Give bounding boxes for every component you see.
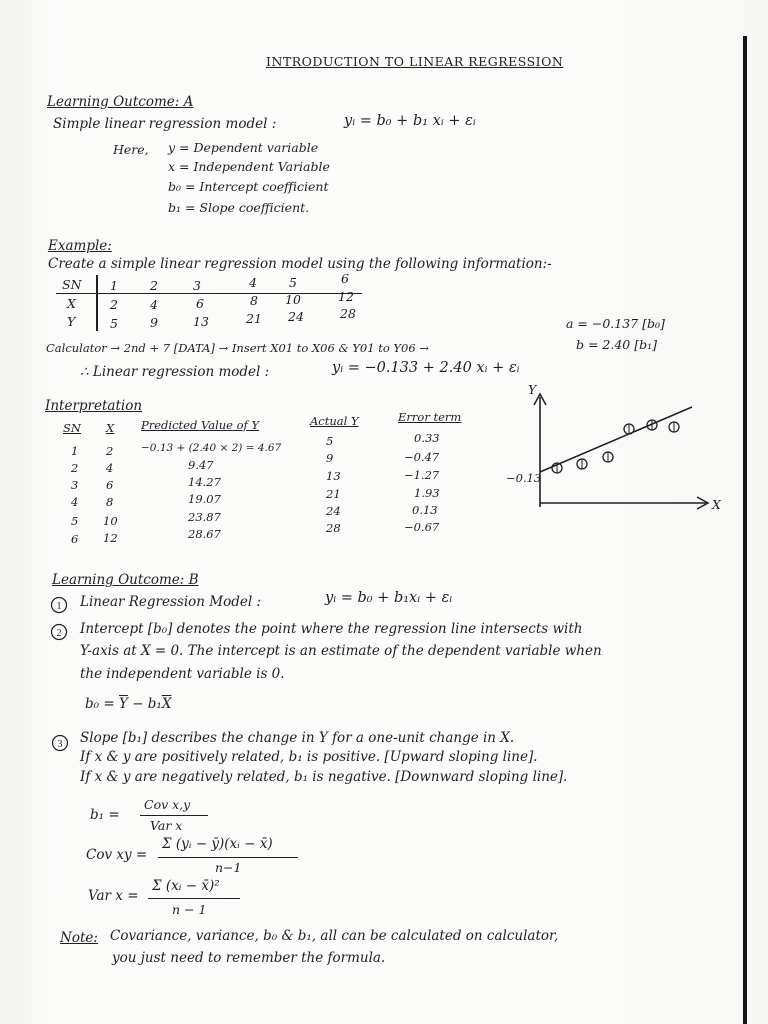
interpretation-heading: Interpretation (45, 398, 143, 414)
cov-fraction-bar (158, 857, 298, 858)
page-edge-shadow (743, 36, 747, 1024)
interp-cell: 14.27 (188, 475, 221, 489)
interp-cell: 2 (106, 444, 114, 458)
interp-cell: −0.47 (404, 450, 440, 464)
interp-cell: 9.47 (188, 458, 214, 472)
interp-cell: 5 (326, 434, 334, 448)
interp-header-actual: Actual Y (310, 414, 359, 428)
var-formula-numerator: Σ (xᵢ − x̄)² (152, 878, 220, 894)
sn-cell: 4 (249, 275, 257, 290)
interp-cell: 5 (71, 514, 79, 528)
here-label: Here, (113, 142, 149, 157)
interp-cell: 23.87 (188, 510, 221, 524)
sn-cell: 3 (193, 278, 201, 293)
calculator-steps: Calculator → 2nd + 7 [DATA] → Insert X01 to X06 & Y01 to Y06 → (46, 341, 429, 355)
interp-cell: 1.93 (414, 486, 440, 500)
table-vertical-rule (96, 275, 98, 331)
interp-cell: 28.67 (188, 527, 221, 541)
cov-formula-lhs: Cov xy = (86, 847, 148, 863)
p3-line-2: If x & y are positively related, b₁ is positive. [Upward sloping line]. (80, 749, 538, 765)
y-cell: 9 (150, 315, 158, 330)
sn-cell: 5 (289, 275, 297, 290)
y-cell: 28 (340, 306, 356, 321)
b0-formula (85, 696, 171, 712)
svg-text:2: 2 (56, 628, 62, 639)
interp-cell: −0.13 + (2.40 × 2) = 4.67 (141, 442, 282, 454)
interp-cell: 0.13 (412, 503, 438, 517)
interp-cell: 28 (326, 521, 341, 535)
definition-b1: b₁ = Slope coefficient. (168, 200, 310, 215)
svg-text:3: 3 (57, 739, 63, 750)
p1-equation: yᵢ = b₀ + b₁xᵢ + εᵢ (325, 590, 453, 606)
interp-header-sn: SN (63, 421, 81, 435)
table-label-sn: SN (62, 277, 82, 292)
y-cell: 13 (193, 314, 209, 329)
point-1-marker (50, 596, 68, 614)
note-line-1: Covariance, variance, b₀ & b₁, all can be calculated on calculator, (110, 928, 559, 944)
interp-header-error: Error term (398, 410, 462, 424)
x-cell: 6 (196, 296, 204, 311)
p3-line-1: Slope [b₁] describes the change in Y for a one-unit change in X. (80, 730, 515, 746)
note-line-2: you just need to remember the formula. (112, 950, 386, 966)
var-fraction-bar (148, 898, 240, 899)
plot-y-label: Y (528, 382, 537, 397)
definition-y: y = Dependent variable (168, 140, 319, 155)
model-equation: yᵢ = b₀ + b₁ xᵢ + εᵢ (344, 113, 476, 129)
b-result: b = 2.40 [b₁] (576, 337, 657, 352)
interp-cell: 13 (326, 469, 341, 483)
plot-points (552, 420, 679, 473)
outcome-a-heading: Learning Outcome: A (47, 94, 194, 110)
x-cell: 2 (110, 297, 118, 312)
b0-formula-xbar: $\overline{X}$ (161, 696, 172, 712)
interp-header-predicted: Predicted Value of Y (141, 418, 260, 432)
b1-formula-numerator: Cov x,y (144, 797, 191, 812)
b0-formula-lhs: b₀ = (85, 696, 115, 712)
interp-cell: −0.67 (404, 520, 440, 534)
example-prompt: Create a simple linear regression model using the following information:- (48, 256, 552, 272)
plot-regression-line (540, 407, 692, 472)
regression-sketch-plot (490, 385, 730, 525)
p2-line-3: the independent variable is 0. (80, 666, 285, 682)
cov-formula-denominator: n−1 (215, 860, 242, 875)
p1-label: Linear Regression Model : (80, 594, 262, 610)
interp-cell: 9 (326, 451, 334, 465)
interp-cell: 4 (71, 495, 79, 509)
var-formula-lhs: Var x = (88, 888, 139, 904)
note-label: Note: (60, 930, 98, 946)
interp-cell: −1.27 (404, 468, 440, 482)
interp-cell: 10 (103, 514, 118, 528)
interp-cell: 6 (71, 532, 79, 546)
b1-fraction-bar (140, 815, 208, 816)
b1-formula-lhs: b₁ = (90, 807, 120, 823)
cov-formula-numerator: Σ (yᵢ − ȳ)(xᵢ − x̄) (162, 836, 273, 852)
interp-header-x: X (106, 421, 115, 435)
table-horizontal-rule (56, 293, 362, 294)
x-cell: 10 (285, 292, 301, 307)
point-3-marker (51, 734, 69, 752)
p2-line-1: Intercept [b₀] denotes the point where the regression line intersects with (80, 621, 583, 637)
outcome-b-heading: Learning Outcome: B (52, 572, 199, 588)
sn-cell: 1 (110, 278, 118, 293)
definition-x: x = Independent Variable (168, 159, 330, 174)
plot-x-label: X (712, 497, 721, 512)
var-formula-denominator: n − 1 (172, 902, 207, 917)
sn-cell: 6 (341, 271, 349, 286)
table-label-x: X (67, 296, 76, 311)
interp-cell: 8 (106, 495, 114, 509)
page-title: INTRODUCTION TO LINEAR REGRESSION (266, 54, 564, 69)
interp-cell: 3 (71, 478, 79, 492)
interp-cell: 0.33 (414, 431, 440, 445)
a-result: a = −0.137 [b₀] (566, 316, 665, 331)
interp-cell: 4 (106, 461, 114, 475)
interp-cell: 6 (106, 478, 114, 492)
interp-cell: 2 (71, 461, 79, 475)
interp-cell: 24 (326, 504, 341, 518)
svg-text:1: 1 (56, 601, 62, 612)
y-cell: 24 (288, 309, 304, 324)
interp-cell: 1 (71, 444, 79, 458)
x-cell: 12 (338, 289, 354, 304)
interp-cell: 19.07 (188, 492, 221, 506)
model-label: Simple linear regression model : (53, 116, 277, 132)
x-cell: 4 (150, 297, 158, 312)
fitted-equation: yᵢ = −0.133 + 2.40 xᵢ + εᵢ (332, 360, 520, 376)
p2-line-2: Y-axis at X = 0. The intercept is an estimate of the dependent variable when (80, 643, 602, 659)
therefore-label: ∴ Linear regression model : (80, 364, 270, 380)
b0-formula-minus-b1: − b₁ (132, 696, 162, 712)
sn-cell: 2 (150, 278, 158, 293)
x-cell: 8 (250, 293, 258, 308)
example-heading: Example: (48, 238, 112, 254)
p3-line-3: If x & y are negatively related, b₁ is negative. [Downward sloping line]. (80, 769, 568, 785)
y-cell: 21 (246, 311, 262, 326)
y-cell: 5 (110, 316, 118, 331)
plot-intercept-label: −0.13 (506, 471, 542, 485)
point-2-marker (50, 623, 68, 641)
interp-cell: 12 (103, 531, 118, 545)
interp-cell: 21 (326, 487, 341, 501)
table-label-y: Y (67, 314, 76, 329)
b1-formula-denominator: Var x (150, 818, 183, 833)
definition-b0: b₀ = Intercept coefficient (168, 179, 329, 194)
b0-formula-ybar: $\overline{Y}$ (118, 696, 128, 712)
